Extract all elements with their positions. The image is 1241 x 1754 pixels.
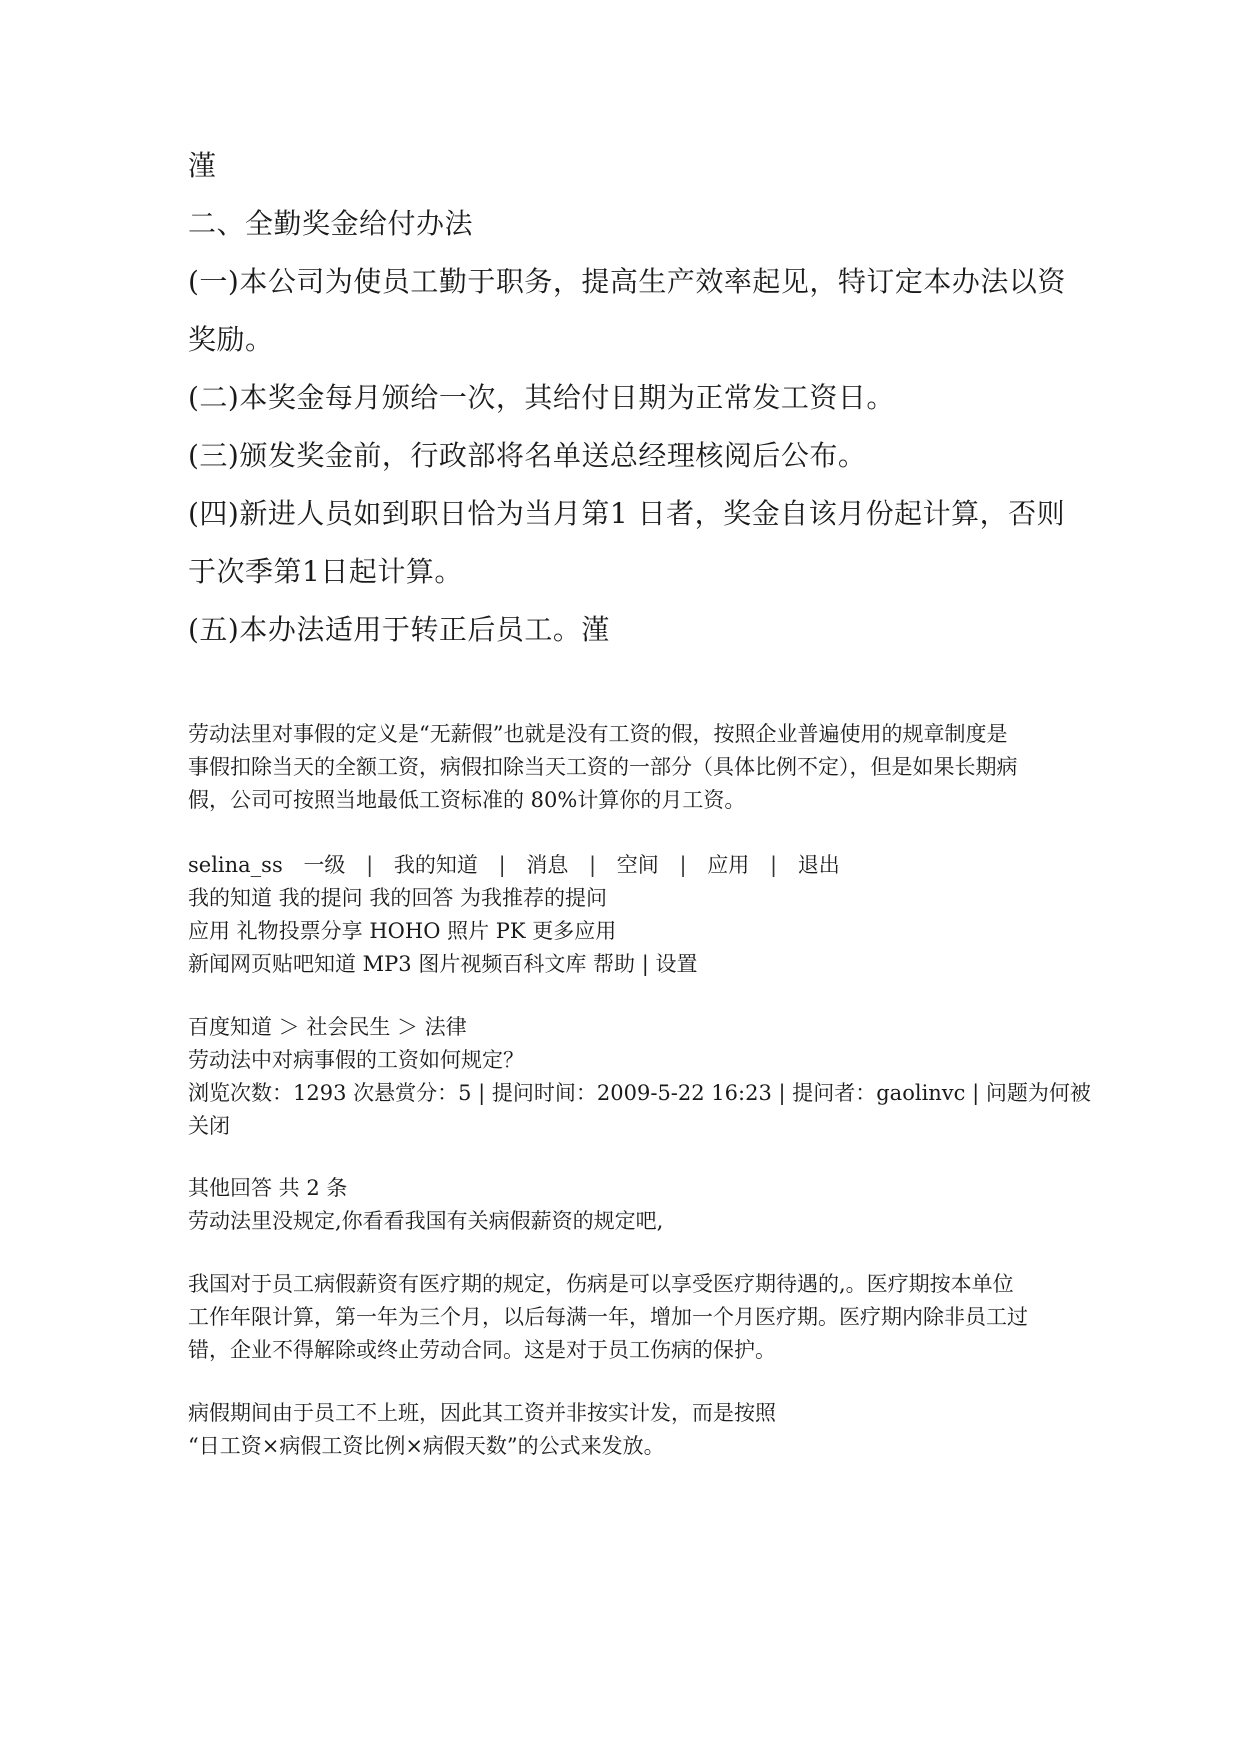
answer-paragraph-line-1: 我国对于员工病假薪资有医疗期的规定，伤病是可以享受医疗期待遇的,。医疗期按本单位 <box>188 1272 1014 1296</box>
nav-separator: | <box>589 853 597 877</box>
logout-link[interactable]: 退出 <box>797 853 840 877</box>
answer-line: 劳动法里没规定,你看看我国有关病假薪资的规定吧, <box>188 1209 664 1233</box>
product-links[interactable]: 新闻网页贴吧知道 MP3 图片视频百科文库 帮助 | 设置 <box>188 952 698 976</box>
intro-line-3: 假，公司可按照当地最低工资标准的 80%计算你的月工资。 <box>188 788 746 812</box>
username-link[interactable]: selina_ss <box>188 853 283 877</box>
nav-separator: | <box>366 853 374 877</box>
user-nav-bar <box>188 849 854 882</box>
answer-paragraph-line-3: 错，企业不得解除或终止劳动合同。这是对于员工伤病的保护。 <box>188 1338 776 1362</box>
question-meta-line-2: 关闭 <box>188 1114 230 1138</box>
clause-4-line-2: 于次季第1日起计算。 <box>188 555 463 588</box>
clause-2: (二)本奖金每月颁给一次，其给付日期为正常发工资日。 <box>188 381 895 414</box>
section-heading: 二、全勤奖金给付办法 <box>188 207 474 240</box>
question-meta-line-1: 浏览次数：1293 次悬赏分：5 | 提问时间：2009-5-22 16:23 | 提问者：gaolinvc | 问题为何被 <box>188 1081 1091 1105</box>
clause-1-line-2: 奖励。 <box>188 323 274 356</box>
answer-paragraph-line-2: 工作年限计算，第一年为三个月，以后每满一年，增加一个月医疗期。医疗期内除非员工过 <box>188 1305 1028 1329</box>
apps-link[interactable]: 应用 <box>707 853 750 877</box>
clause-1-line-1: (一)本公司为使员工勤于职务，提高生产效率起见，特订定本办法以资 <box>188 265 1066 298</box>
answer-paragraph-line-5: “日工资×病假工资比例×病假天数”的公式来发放。 <box>188 1434 665 1458</box>
clause-5: (五)本办法适用于转正后员工。漌 <box>188 613 610 646</box>
question-title: 劳动法中对病事假的工资如何规定？ <box>188 1048 524 1072</box>
other-answers-header: 其他回答 共 2 条 <box>188 1176 348 1200</box>
breadcrumb[interactable]: 百度知道 ＞ 社会民生 ＞ 法律 <box>188 1015 467 1039</box>
nav-separator: | <box>679 853 687 877</box>
messages-link[interactable]: 消息 <box>526 853 569 877</box>
user-level: 一级 <box>303 853 346 877</box>
stray-character: 漌 <box>188 149 217 182</box>
my-zhidao-links[interactable]: 我的知道 我的提问 我的回答 为我推荐的提问 <box>188 886 608 910</box>
nav-separator: | <box>498 853 506 877</box>
my-zhidao-link[interactable]: 我的知道 <box>393 853 478 877</box>
answer-paragraph-line-4: 病假期间由于员工不上班，因此其工资并非按实计发，而是按照 <box>188 1401 776 1425</box>
nav-separator: | <box>769 853 778 877</box>
clause-3: (三)颁发奖金前，行政部将名单送总经理核阅后公布。 <box>188 439 867 472</box>
intro-line-2: 事假扣除当天的全额工资，病假扣除当天工资的一部分（具体比例不定），但是如果长期病 <box>188 755 1018 779</box>
apps-links[interactable]: 应用 礼物投票分享 HOHO 照片 PK 更多应用 <box>188 919 617 943</box>
space-link[interactable]: 空间 <box>616 853 659 877</box>
intro-line-1: 劳动法里对事假的定义是“无薪假”也就是没有工资的假，按照企业普遍使用的规章制度是 <box>188 722 1008 746</box>
clause-4-line-1: (四)新进人员如到职日恰为当月第1 日者，奖金自该月份起计算，否则 <box>188 497 1066 530</box>
